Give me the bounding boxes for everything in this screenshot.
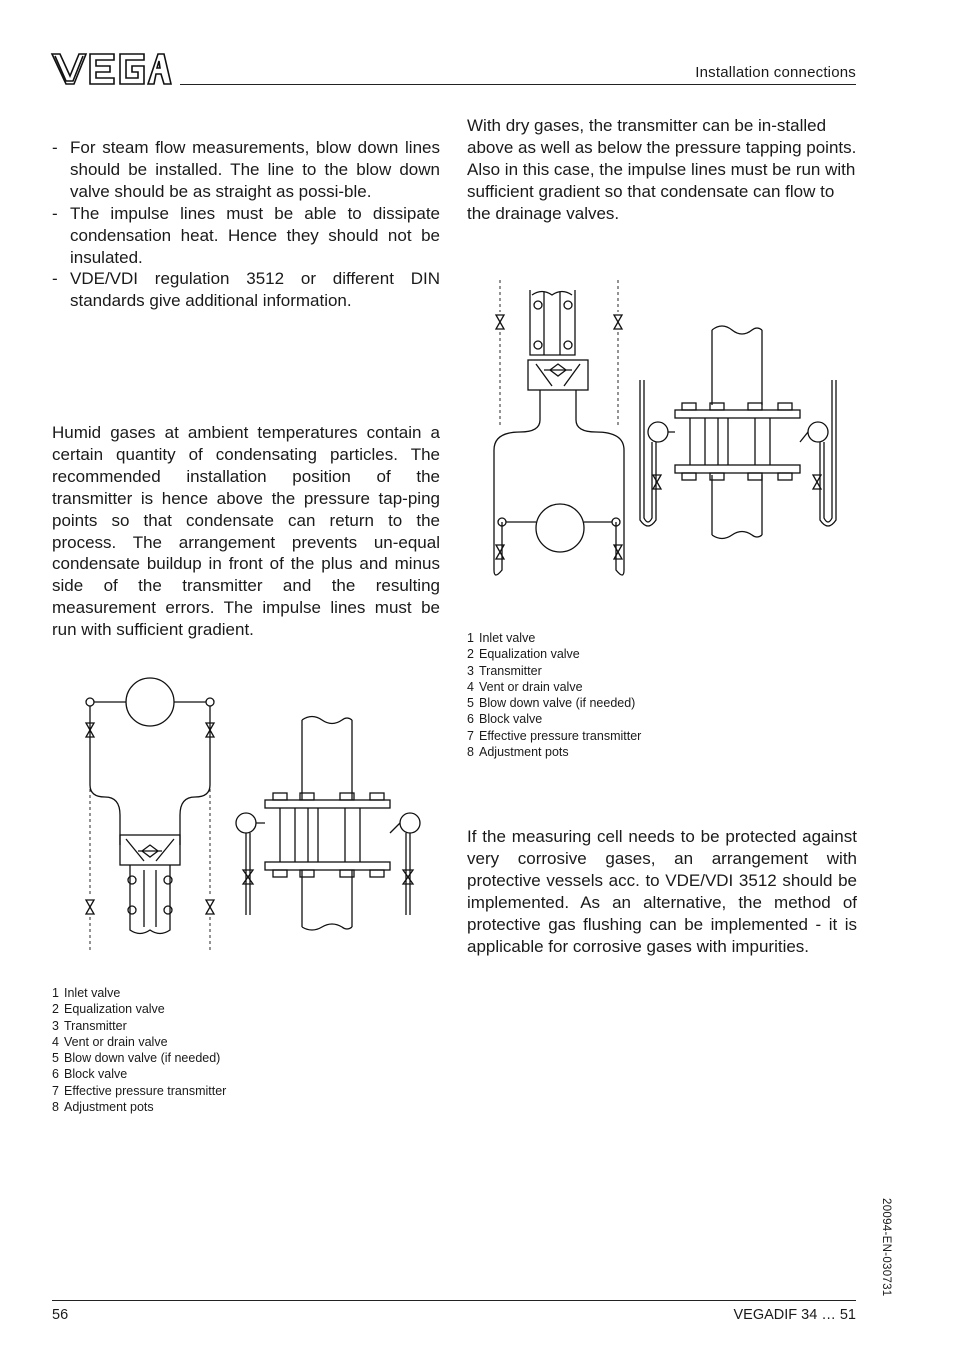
installation-diagram-below bbox=[480, 270, 860, 590]
bullet-dash: - bbox=[52, 203, 58, 223]
product-name: VEGADIF 34 … 51 bbox=[733, 1307, 856, 1323]
legend-item: 8 Adjustment pots bbox=[467, 745, 569, 760]
legend-item: 5 Blow down valve (if needed) bbox=[467, 696, 636, 711]
legend-item: 5 Blow down valve (if needed) bbox=[52, 1051, 221, 1066]
page-number: 56 bbox=[52, 1307, 69, 1323]
vega-logo bbox=[50, 50, 172, 88]
legend-item: 7 Effective pressure transmitter bbox=[52, 1083, 227, 1098]
legend-item: 3 Transmitter bbox=[467, 663, 542, 678]
installation-diagram-above bbox=[60, 665, 440, 955]
legend-item: 7 Effective pressure transmitter bbox=[467, 728, 642, 743]
legend-item: 1 Inlet valve bbox=[52, 986, 121, 1000]
legend-item: 2 Equalization valve bbox=[52, 1002, 165, 1017]
bullet-list bbox=[52, 137, 440, 312]
legend-item: 4 Vent or drain valve bbox=[467, 679, 583, 694]
legend-item: 8 Adjustment pots bbox=[52, 1100, 154, 1115]
bullet-item: - The impulse lines must be able to dissipate condensation heat. Hence they should not be insulated. bbox=[52, 203, 440, 267]
figure-legend-right bbox=[467, 630, 641, 760]
legend-item: 1 Inlet valve bbox=[467, 631, 536, 645]
legend-item: 3 Transmitter bbox=[52, 1018, 127, 1033]
corrosive-gases-paragraph: If the measuring cell needs to be protected against very corrosive gases, an arrangement with protective vessels acc. to VDE/VDI 3512 should be implemented. As an alternative, the method of protective gas flushing can be implemented - it is applicable for corrosive gases with impurities. bbox=[467, 827, 857, 956]
document-code: 20094-EN-030731 bbox=[880, 1198, 892, 1297]
legend-item: 4 Vent or drain valve bbox=[52, 1034, 168, 1049]
bullet-item: - VDE/VDI regulation 3512 or different DIN standards give additional information. bbox=[52, 269, 440, 311]
legend-item: 6 Block valve bbox=[467, 712, 543, 727]
bullet-dash: - bbox=[52, 138, 58, 157]
humid-gases-paragraph: Humid gases at ambient temperatures contain a certain quantity of condensating particles. The recommended installation position of the transmitter is hence above the pressure tap-ping points so that condensate can return to the process. The arrangement prevents un-equal condensate buildup in front of the plus and minus side of the transmitter and the resulting measurement errors. The impulse lines must be run with sufficient gradient. bbox=[52, 423, 440, 640]
bullet-dash: - bbox=[52, 269, 58, 289]
figure-legend-left bbox=[52, 985, 226, 1115]
section-title: Installation connections bbox=[695, 64, 856, 81]
footer-rule bbox=[52, 1300, 856, 1301]
dry-gases-paragraph: With dry gases, the transmitter can be in-stalled above as well as below the pressure tapping points. Also in this case, the impulse lines must be run with sufficient gradient so that condensate can flow to the drainage valves. bbox=[467, 116, 857, 223]
header-rule bbox=[180, 84, 856, 85]
legend-item: 6 Block valve bbox=[52, 1067, 128, 1082]
bullet-item: - For steam flow measurements, blow down lines should be installed. The line to the blow down valve should be as straight as possi-ble. bbox=[52, 138, 440, 201]
legend-item: 2 Equalization valve bbox=[467, 647, 580, 662]
